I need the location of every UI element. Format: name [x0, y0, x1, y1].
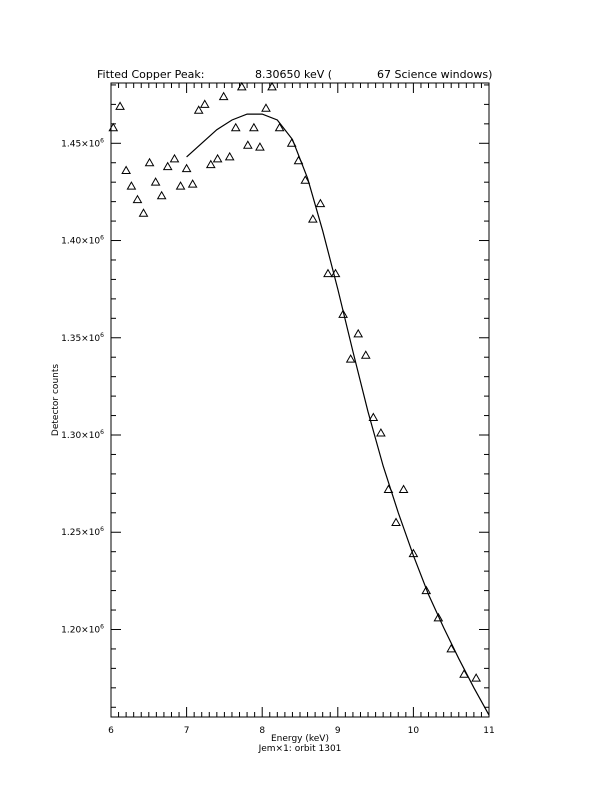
y-axis-label: Detector counts: [51, 363, 61, 437]
data-point: [214, 155, 222, 162]
data-point: [316, 200, 324, 207]
data-point: [220, 93, 228, 100]
data-point: [392, 519, 400, 526]
data-points-group: [109, 83, 480, 681]
plot-frame: [111, 83, 489, 717]
data-point: [362, 351, 370, 358]
fit-curve-group: [187, 114, 489, 715]
y-tick-label: $1.25\times 10^6$: [61, 526, 104, 539]
x-axis-ticks: [111, 83, 489, 717]
data-point: [256, 143, 264, 150]
data-point: [177, 182, 185, 189]
data-point: [472, 674, 480, 681]
data-point: [347, 355, 355, 362]
x-tick-label: 8: [259, 726, 266, 736]
x-tick-label: 11: [483, 726, 495, 736]
x-tick-label: 7: [183, 726, 190, 736]
y-axis-tick-labels: [61, 137, 104, 635]
data-point: [232, 124, 240, 131]
fit-curve: [187, 114, 489, 715]
data-point: [244, 141, 252, 148]
chart-title-prefix: Fitted Copper Peak:: [97, 68, 205, 81]
data-point: [171, 155, 179, 162]
data-point: [354, 330, 362, 337]
y-tick-label: $1.40\times 10^6$: [61, 234, 104, 247]
y-tick-label: $1.45\times 10^6$: [61, 137, 104, 150]
data-point: [309, 215, 317, 222]
data-point: [127, 182, 135, 189]
x-tick-label: 9: [334, 726, 341, 736]
data-point: [377, 429, 385, 436]
data-point: [262, 104, 270, 111]
data-point: [140, 209, 148, 216]
data-point: [146, 159, 154, 166]
data-point: [238, 83, 246, 90]
chart-subtitle: Jem×1: orbit 1301: [258, 744, 342, 754]
y-tick-label: $1.30\times 10^6$: [61, 429, 104, 442]
data-point: [109, 124, 117, 131]
chart-title-energy: 8.30650 keV (: [255, 68, 333, 81]
data-point: [133, 196, 141, 203]
data-point: [250, 124, 258, 131]
y-tick-label: $1.35\times 10^6$: [61, 331, 104, 344]
data-point: [324, 270, 332, 277]
data-point: [152, 178, 160, 185]
data-point: [164, 163, 172, 170]
data-point: [268, 83, 276, 90]
chart-title-windows: 67 Science windows): [377, 68, 493, 81]
data-point: [158, 192, 166, 199]
y-axis-ticks: [111, 85, 489, 707]
data-point: [122, 167, 130, 174]
x-axis-label: Energy (keV): [271, 734, 329, 744]
x-tick-label: 10: [407, 726, 420, 736]
data-point: [116, 102, 124, 109]
data-point: [201, 100, 209, 107]
data-point: [400, 485, 408, 492]
data-point: [189, 180, 197, 187]
data-point: [183, 165, 191, 172]
data-point: [226, 153, 234, 160]
x-tick-label: 6: [108, 726, 114, 736]
y-tick-label: $1.20\times 10^6$: [61, 623, 104, 636]
